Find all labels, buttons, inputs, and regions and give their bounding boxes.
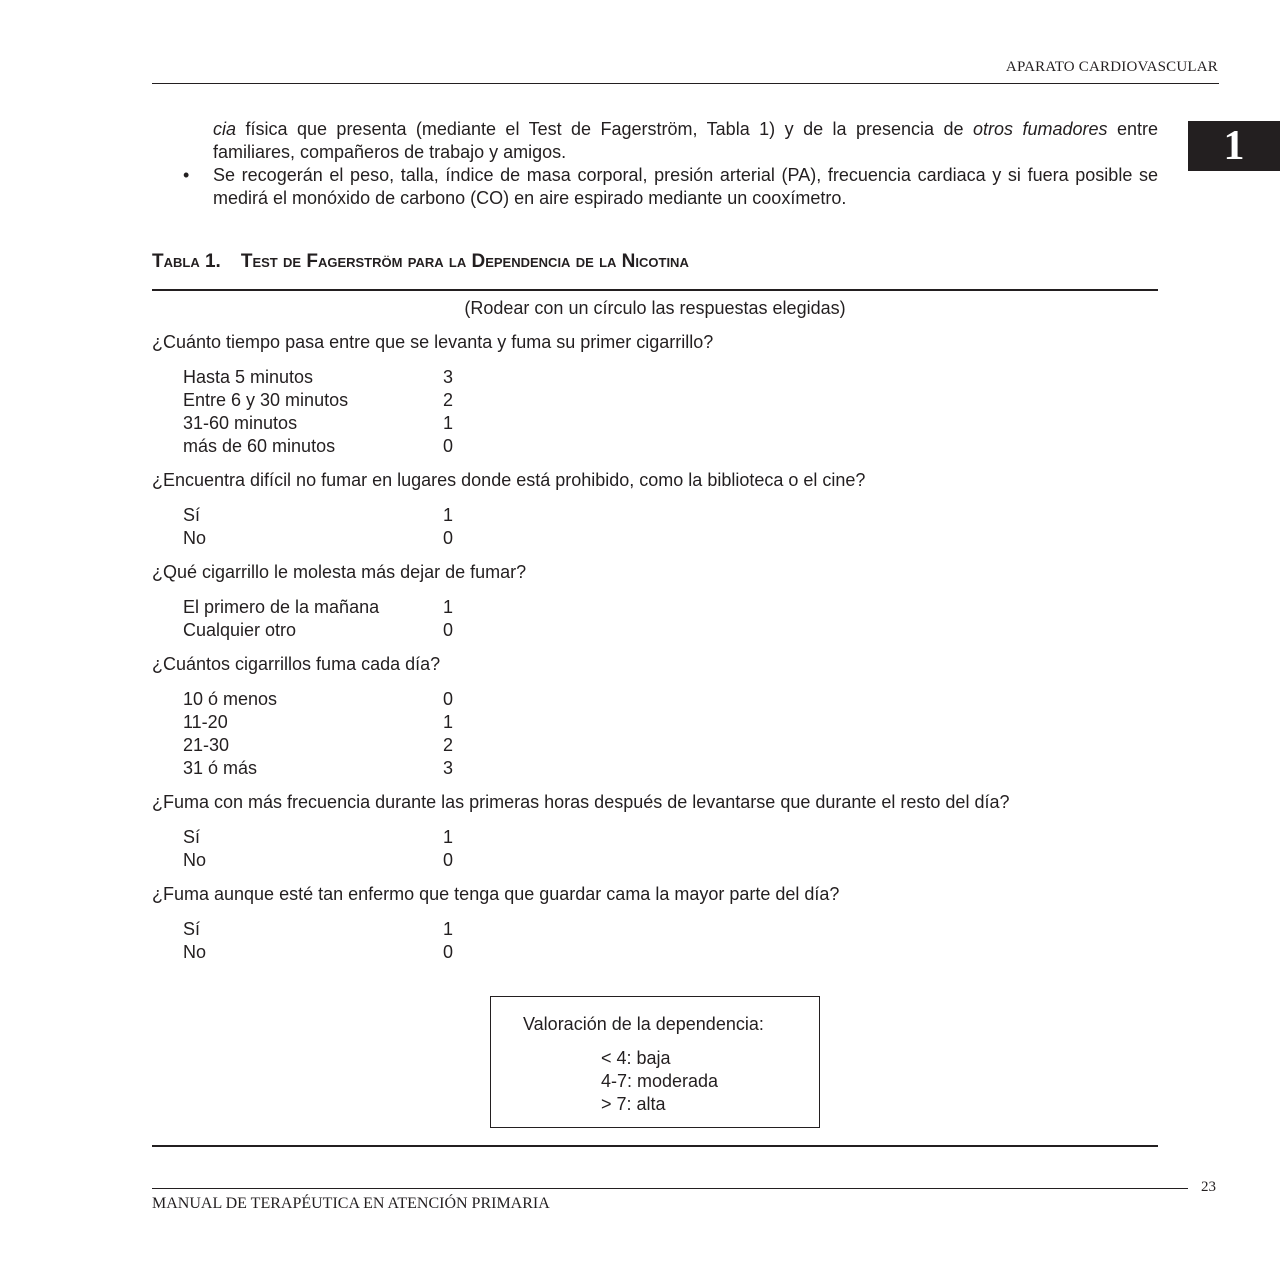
answer-option <box>152 435 1158 458</box>
answer-option <box>152 941 1158 964</box>
answer-score: 2 <box>443 735 454 755</box>
question-list <box>152 331 1158 975</box>
question-text: ¿Qué cigarrillo le molesta más dejar de fumar? <box>152 562 527 582</box>
answer-option <box>152 504 1158 527</box>
question-text: ¿Fuma aunque esté tan enfermo que tenga que guardar cama la mayor parte del día? <box>152 884 840 904</box>
answer-label: No <box>183 528 207 548</box>
footer-rule <box>152 1188 1188 1189</box>
answer-score: 0 <box>443 850 454 870</box>
answer-score: 0 <box>443 436 454 456</box>
intro-text-a: física que presenta (mediante el Test de Fagerström, Tabla 1) y de la presencia de <box>236 119 973 139</box>
running-foot: MANUAL DE TERAPÉUTICA EN ATENCIÓN PRIMARIA <box>152 1195 550 1212</box>
answer-option <box>152 688 1158 711</box>
answer-label: Entre 6 y 30 minutos <box>183 390 349 410</box>
answer-option <box>152 412 1158 435</box>
header-rule <box>152 83 1219 84</box>
scoring-box <box>490 996 820 1128</box>
page-number: 23 <box>1201 1179 1216 1195</box>
answer-score: 3 <box>443 367 454 387</box>
bullet-text: Se recogerán el peso, talla, índice de masa corporal, presión arterial (PA), frecuencia cardiaca y si fuera posible se medirá el monóxido de carbono (CO) en aire espirado mediante un cooxímetro. <box>213 165 1158 208</box>
question-text: ¿Cuánto tiempo pasa entre que se levanta y fuma su primer cigarrillo? <box>152 332 714 352</box>
scoring-title: Valoración de la dependencia: <box>523 1014 764 1034</box>
answer-label: más de 60 minutos <box>183 436 336 456</box>
answer-score: 0 <box>443 620 454 640</box>
table-title-text: Test de Fagerström para la Dependencia de la Nicotina <box>240 251 689 272</box>
answer-label: No <box>183 942 207 962</box>
answer-label: 31 ó más <box>183 758 258 778</box>
table-top-rule <box>152 289 1158 291</box>
table-title <box>152 251 689 273</box>
question-text: ¿Cuántos cigarrillos fuma cada día? <box>152 654 441 674</box>
intro-italic-start: cia <box>213 119 237 139</box>
answer-score: 1 <box>443 712 454 732</box>
chapter-tab: 1 <box>1188 121 1280 171</box>
table-instruction: (Rodear con un círculo las respuestas elegidas) <box>464 298 846 318</box>
answer-label: Cualquier otro <box>183 620 297 640</box>
answer-list <box>152 918 1158 964</box>
answer-option <box>152 711 1158 734</box>
answer-list <box>152 826 1158 872</box>
answer-score: 2 <box>443 390 454 410</box>
intro-text-b: entre familiares, compañeros de trabajo y amigos. <box>213 119 1158 162</box>
answer-score: 0 <box>443 528 454 548</box>
answer-label: No <box>183 850 207 870</box>
answer-label: Hasta 5 minutos <box>183 367 314 387</box>
answer-option <box>152 734 1158 757</box>
answer-option <box>152 596 1158 619</box>
answer-label: 10 ó menos <box>183 689 278 709</box>
answer-label: Sí <box>183 827 201 847</box>
scoring-level-high: > 7: alta <box>601 1094 666 1114</box>
intro-paragraph <box>213 118 1158 164</box>
scoring-list <box>601 1047 718 1116</box>
answer-score: 1 <box>443 827 454 847</box>
question-text: ¿Encuentra difícil no fumar en lugares donde está prohibido, como la biblioteca o el cine? <box>152 470 866 490</box>
answer-label: Sí <box>183 919 201 939</box>
answer-list <box>152 504 1158 550</box>
answer-score: 1 <box>443 597 454 617</box>
answer-score: 3 <box>443 758 454 778</box>
answer-option <box>152 918 1158 941</box>
answer-score: 1 <box>443 919 454 939</box>
answer-label: Sí <box>183 505 201 525</box>
answer-option <box>152 757 1158 780</box>
intro-bullet-item <box>183 164 1158 210</box>
answer-list <box>152 366 1158 458</box>
answer-option <box>152 366 1158 389</box>
answer-option <box>152 619 1158 642</box>
answer-label: 31-60 minutos <box>183 413 298 433</box>
answer-label: 21-30 <box>183 735 230 755</box>
answer-label: 11-20 <box>183 712 228 732</box>
intro-italic-mid: otros fumadores <box>973 119 1108 139</box>
answer-option <box>152 849 1158 872</box>
answer-option <box>152 527 1158 550</box>
answer-score: 0 <box>443 942 454 962</box>
scoring-level-moderate: 4-7: moderada <box>601 1071 719 1091</box>
bullet-icon: • <box>183 165 190 185</box>
answer-list <box>152 688 1158 780</box>
answer-option <box>152 826 1158 849</box>
answer-list <box>152 596 1158 642</box>
running-head: APARATO CARDIOVASCULAR <box>1005 59 1218 75</box>
answer-score: 1 <box>443 505 454 525</box>
answer-score: 0 <box>443 689 454 709</box>
table-bottom-rule <box>152 1145 1158 1147</box>
table-number: Tabla 1. <box>152 251 221 272</box>
question-text: ¿Fuma con más frecuencia durante las primeras horas después de levantarse que durante el resto del día? <box>152 792 1010 812</box>
answer-option <box>152 389 1158 412</box>
answer-label: El primero de la mañana <box>183 597 380 617</box>
scoring-level-low: < 4: baja <box>601 1048 671 1068</box>
answer-score: 1 <box>443 413 454 433</box>
intro-text <box>183 118 1158 210</box>
